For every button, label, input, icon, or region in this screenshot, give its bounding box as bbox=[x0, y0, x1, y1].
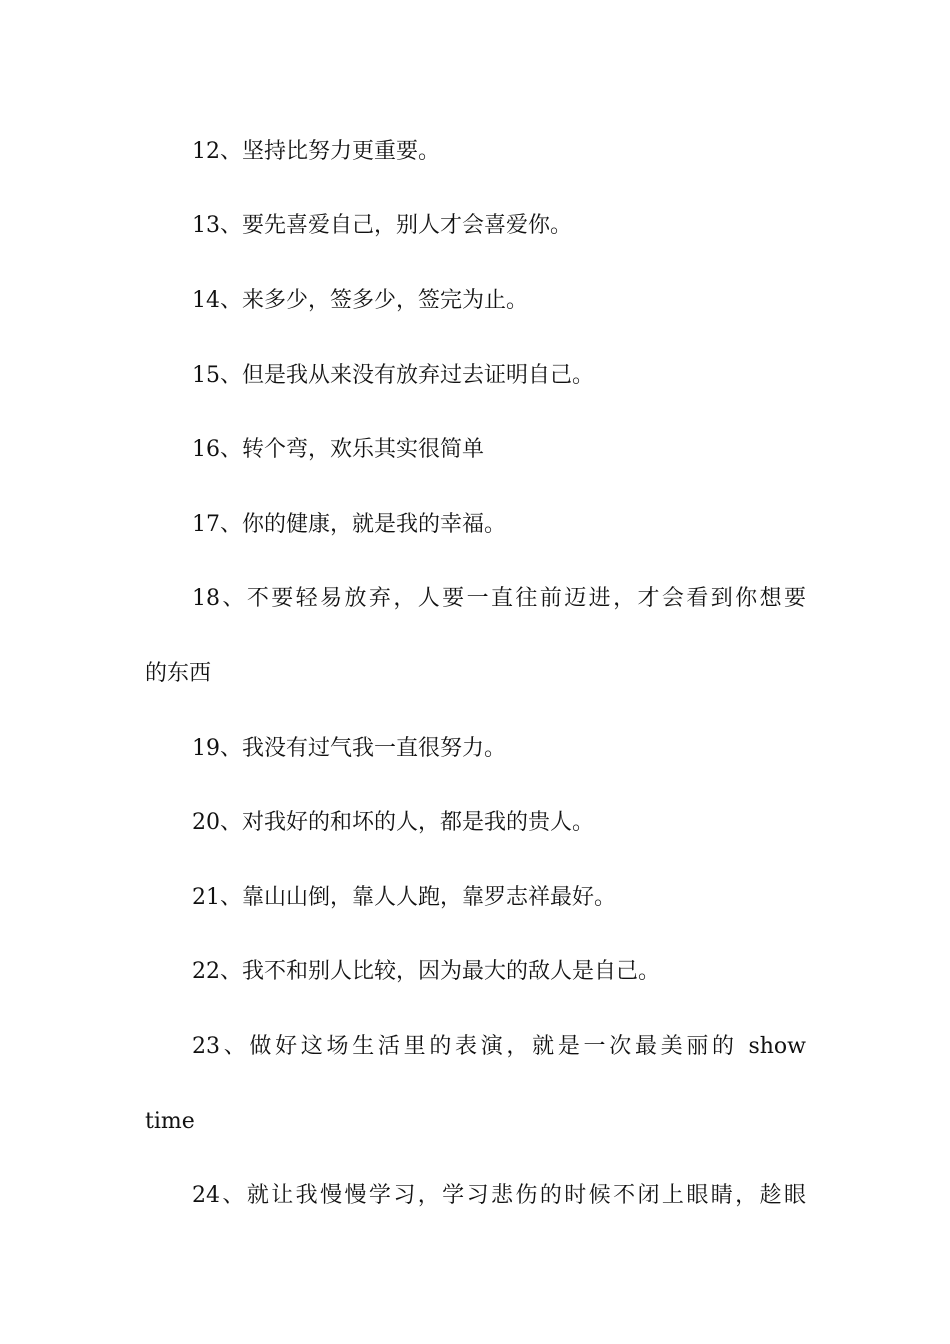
list-item-13: 13、要先喜爱自己，别人才会喜爱你。 bbox=[192, 213, 572, 238]
list-item-17: 17、你的健康，就是我的幸福。 bbox=[192, 512, 506, 537]
list-item-15: 15、但是我从来没有放弃过去证明自己。 bbox=[192, 363, 594, 388]
list-item-21: 21、靠山山倒，靠人人跑，靠罗志祥最好。 bbox=[192, 885, 616, 910]
list-item-12: 12、坚持比努力更重要。 bbox=[192, 139, 440, 164]
list-item-23-continuation: time bbox=[145, 1109, 195, 1134]
list-item-20: 20、对我好的和坏的人，都是我的贵人。 bbox=[192, 810, 594, 835]
list-item-16: 16、转个弯，欢乐其实很简单 bbox=[192, 437, 484, 462]
list-item-23: 23、做好这场生活里的表演，就是一次最美丽的 show bbox=[192, 1034, 806, 1059]
list-item-22: 22、我不和别人比较，因为最大的敌人是自己。 bbox=[192, 959, 660, 984]
list-item-18: 18、不要轻易放弃，人要一直往前迈进，才会看到你想要 bbox=[192, 586, 806, 611]
list-item-14: 14、来多少，签多少，签完为止。 bbox=[192, 288, 528, 313]
list-item-24: 24、就让我慢慢学习，学习悲伤的时候不闭上眼睛，趁眼 bbox=[192, 1183, 806, 1208]
list-item-18-continuation: 的东西 bbox=[145, 661, 212, 686]
list-item-19: 19、我没有过气我一直很努力。 bbox=[192, 736, 506, 761]
